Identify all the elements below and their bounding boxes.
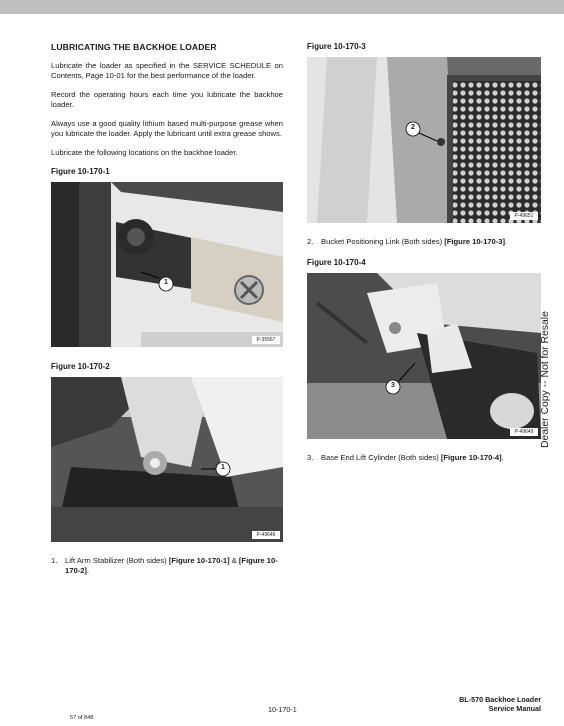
figure-1-callout: 1 <box>164 279 168 286</box>
list-item-3 <box>307 453 541 463</box>
list-item-1-ref-2: [Figure 10-170-2] <box>65 556 278 575</box>
top-bar <box>0 0 564 14</box>
list-item-2-end: . <box>505 237 508 246</box>
figure-4-part-number: P-49649 <box>510 428 538 436</box>
left-column <box>51 42 283 576</box>
list-item-1-end: . <box>86 566 90 575</box>
footer-title-line-1: BL-570 Backhoe Loader <box>459 695 541 704</box>
figure-4-photo <box>307 273 541 439</box>
footer-page-count: 57 of 848 <box>70 715 94 721</box>
list-item-1-mid: & <box>229 556 239 565</box>
figure-1-photo <box>51 182 283 347</box>
figure-2-photo <box>51 377 283 542</box>
figure-2-callout: 1 <box>221 464 225 471</box>
list-item-2-number: 2. <box>307 237 314 246</box>
list-item-2 <box>307 237 541 247</box>
section-heading: LUBRICATING THE BACKHOE LOADER <box>51 42 217 52</box>
list-item-3-text: Base End Lift Cylinder (Both sides) <box>321 453 441 462</box>
list-item-1-ref-1: [Figure 10-170-1] <box>168 556 230 565</box>
paragraph-4: Lubricate the following locations on the backhoe loader. <box>51 148 238 157</box>
list-item-2-ref: [Figure 10-170-3] <box>444 237 506 246</box>
figure-2-illustration <box>51 377 283 542</box>
list-item-3-number: 3. <box>307 453 314 462</box>
figure-3-illustration <box>307 57 541 223</box>
list-item-3-end: . <box>501 453 504 462</box>
list-item-3-ref: [Figure 10-170-4] <box>440 453 502 462</box>
figure-4-illustration <box>307 273 541 439</box>
figure-4-label: Figure 10-170-4 <box>307 258 366 267</box>
list-item-1-text: Lift Arm Stabilizer (Both sides) <box>65 556 169 565</box>
list-item-2-text: Bucket Positioning Link (Both sides) <box>321 237 445 246</box>
paragraph-3: Always use a good quality lithium based multi-purpose grease when you lubricate the loader. Apply the lubricant until extra grease shows. <box>51 119 283 138</box>
list-item-3-content <box>321 453 504 463</box>
figure-3-photo <box>307 57 541 223</box>
side-watermark-text: Dealer Copy -- Not for Resale <box>540 311 551 448</box>
figure-3-callout: 2 <box>411 124 415 131</box>
paragraph-2: Record the operating hours each time you lubricate the backhoe loader. <box>51 90 283 109</box>
figure-2-label: Figure 10-170-2 <box>51 362 110 371</box>
paragraph-1: Lubricate the loader as specified in the SERVICE SCHEDULE on Contents, Page 10-01 for the best performance of the loader. <box>51 61 283 80</box>
list-item-1-content <box>65 556 283 576</box>
figure-2-part-number: P-49646 <box>252 531 280 539</box>
figure-1-illustration <box>51 182 283 347</box>
list-item-1 <box>51 556 283 576</box>
figure-3-label: Figure 10-170-3 <box>307 42 366 51</box>
figure-1-part-number: P-35567 <box>252 336 280 344</box>
list-item-2-content <box>321 237 507 247</box>
figure-1-label: Figure 10-170-1 <box>51 167 110 176</box>
figure-4-callout: 3 <box>391 382 395 389</box>
right-column <box>307 42 541 463</box>
footer-page-number: 10-170-1 <box>268 705 297 714</box>
figure-3-part-number: P-49651 <box>510 212 538 220</box>
footer-title-line-2: Service Manual <box>488 704 541 713</box>
footer-title <box>459 695 541 713</box>
list-item-1-number: 1. <box>51 556 58 565</box>
